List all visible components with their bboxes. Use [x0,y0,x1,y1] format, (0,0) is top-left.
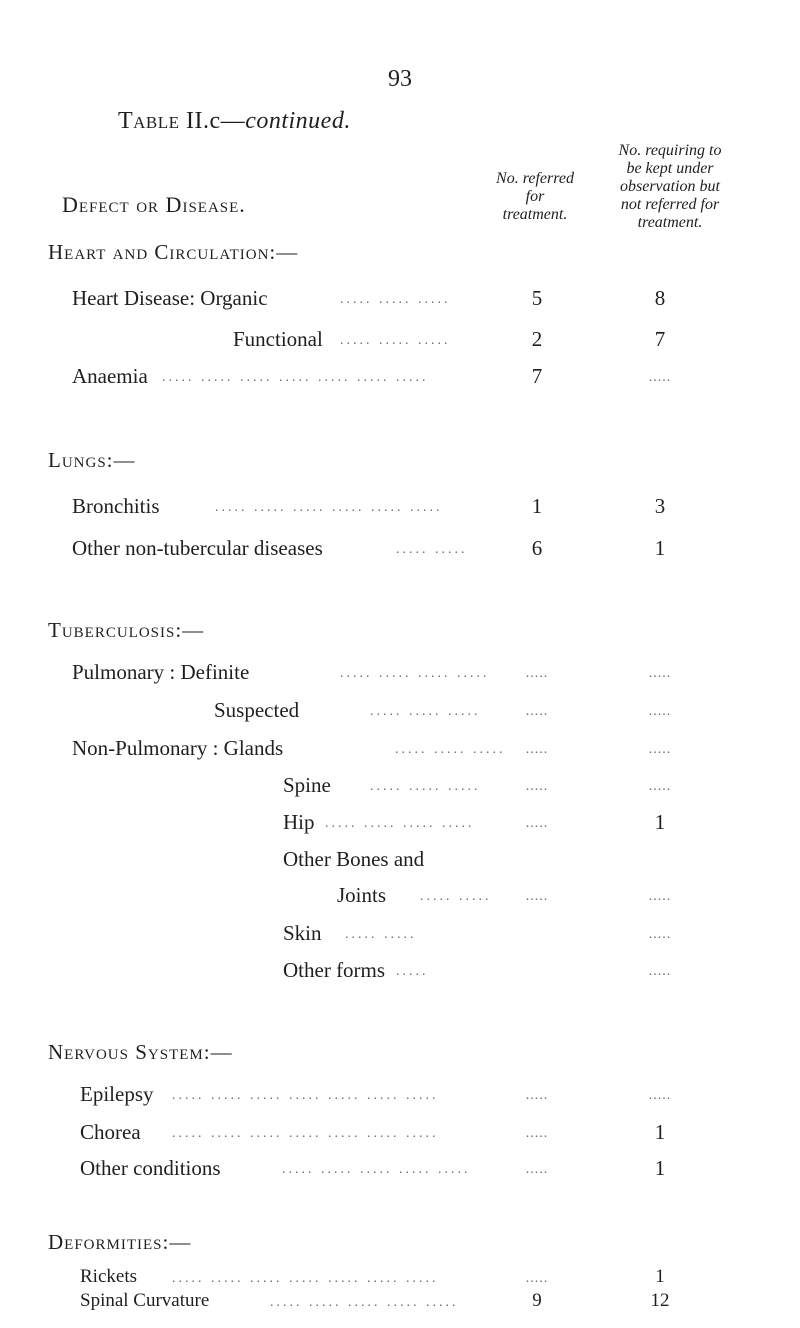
table-title [118,108,351,135]
section-heart-circulation: Heart and Circulation:— [48,240,299,264]
observation-value: 1 [654,536,666,560]
leader-dots: ..... ..... ..... ..... ..... [282,1162,471,1177]
referred-value: ..... [525,779,549,794]
row-label: Anaemia [72,364,148,388]
observation-value: ..... [648,666,672,681]
header-line: treatment. [637,214,703,231]
header-line: for [525,188,545,205]
observation-value: 1 [655,1266,665,1287]
leader-dots: ..... ..... ..... ..... ..... ..... ..... [172,1271,439,1286]
header-line: treatment. [502,206,568,223]
observation-value: 12 [650,1290,670,1311]
leader-dots: ..... ..... ..... [395,742,506,757]
page-number: 93 [388,66,412,92]
observation-value: ..... [648,889,672,904]
row-label: Other forms [283,958,386,982]
observation-value: 8 [654,286,666,310]
leader-dots: ..... ..... ..... [370,704,481,719]
leader-dots: ..... [396,964,429,979]
leader-dots: ..... ..... [420,889,492,904]
observation-value: ..... [648,964,672,979]
section-tuberculosis: Tuberculosis:— [48,618,205,642]
observation-value: 7 [654,327,666,351]
referred-value: ..... [525,1088,549,1103]
observation-column-header [600,142,740,232]
observation-value: ..... [648,370,672,385]
leader-dots: ..... ..... ..... [370,779,481,794]
row-label: Spinal Curvature [80,1290,210,1311]
observation-value: 1 [654,1120,666,1144]
row-label: Joints [337,883,387,907]
section-lungs: Lungs:— [48,448,136,472]
referred-column-header [470,170,600,224]
referred-value: 7 [531,364,543,388]
referred-value: 1 [531,494,543,518]
row-label: Other non-tubercular diseases [72,536,323,560]
row-label: Spine [283,773,331,797]
leader-dots: ..... ..... ..... ..... ..... ..... ..... [172,1088,439,1103]
referred-value: ..... [525,742,549,757]
row-label: Rickets [80,1266,137,1287]
observation-value: ..... [648,927,672,942]
row-label: Other Bones and [283,847,425,871]
referred-value: 9 [532,1290,542,1311]
header-line: not referred for [620,196,720,213]
referred-value: ..... [525,704,549,719]
observation-value: 3 [654,494,666,518]
row-label: Non-Pulmonary : Glands [72,736,284,760]
leader-dots: ..... ..... [396,542,468,557]
referred-value: ..... [525,1271,549,1286]
title-number: II.c— [179,108,246,134]
row-label: Functional [233,327,323,351]
referred-value: ..... [525,666,549,681]
leader-dots: ..... ..... ..... [340,292,451,307]
row-label: Other conditions [80,1156,221,1180]
observation-value: 1 [654,1156,666,1180]
referred-value: ..... [525,1126,549,1141]
leader-dots: ..... ..... ..... ..... ..... ..... ..... [172,1126,439,1141]
defect-column-header: Defect or Disease. [62,192,246,217]
leader-dots: ..... ..... ..... ..... ..... ..... [215,500,443,515]
row-label: Heart Disease: Organic [72,286,268,310]
referred-value: ..... [525,889,549,904]
observation-value: ..... [648,742,672,757]
observation-value: ..... [648,779,672,794]
section-nervous-system: Nervous System:— [48,1040,233,1064]
observation-value: ..... [648,1088,672,1103]
header-line: be kept under [626,160,714,177]
observation-value: 1 [654,810,666,834]
row-label: Bronchitis [72,494,160,518]
leader-dots: ..... ..... [345,927,417,942]
row-label: Hip [283,810,315,834]
row-label: Suspected [214,698,300,722]
referred-value: 6 [531,536,543,560]
header-line: No. referred [496,170,574,187]
leader-dots: ..... ..... ..... ..... [340,666,490,681]
leader-dots: ..... ..... ..... ..... ..... ..... ..... [162,370,429,385]
row-label: Skin [283,921,322,945]
header-line: No. requiring to [618,142,722,159]
leader-dots: ..... ..... ..... ..... ..... [270,1295,459,1310]
row-label: Epilepsy [80,1082,154,1106]
header-line: observation but [620,178,720,195]
referred-value: ..... [525,816,549,831]
row-label: Pulmonary : Definite [72,660,250,684]
title-prefix: Table [118,108,180,134]
leader-dots: ..... ..... ..... ..... [325,816,475,831]
leader-dots: ..... ..... ..... [340,333,451,348]
observation-value: ..... [648,704,672,719]
row-label: Chorea [80,1120,141,1144]
referred-value: 2 [531,327,543,351]
referred-value: 5 [531,286,543,310]
section-deformities: Deformities:— [48,1230,192,1254]
referred-value: ..... [525,1162,549,1177]
title-suffix: continued. [245,108,351,134]
